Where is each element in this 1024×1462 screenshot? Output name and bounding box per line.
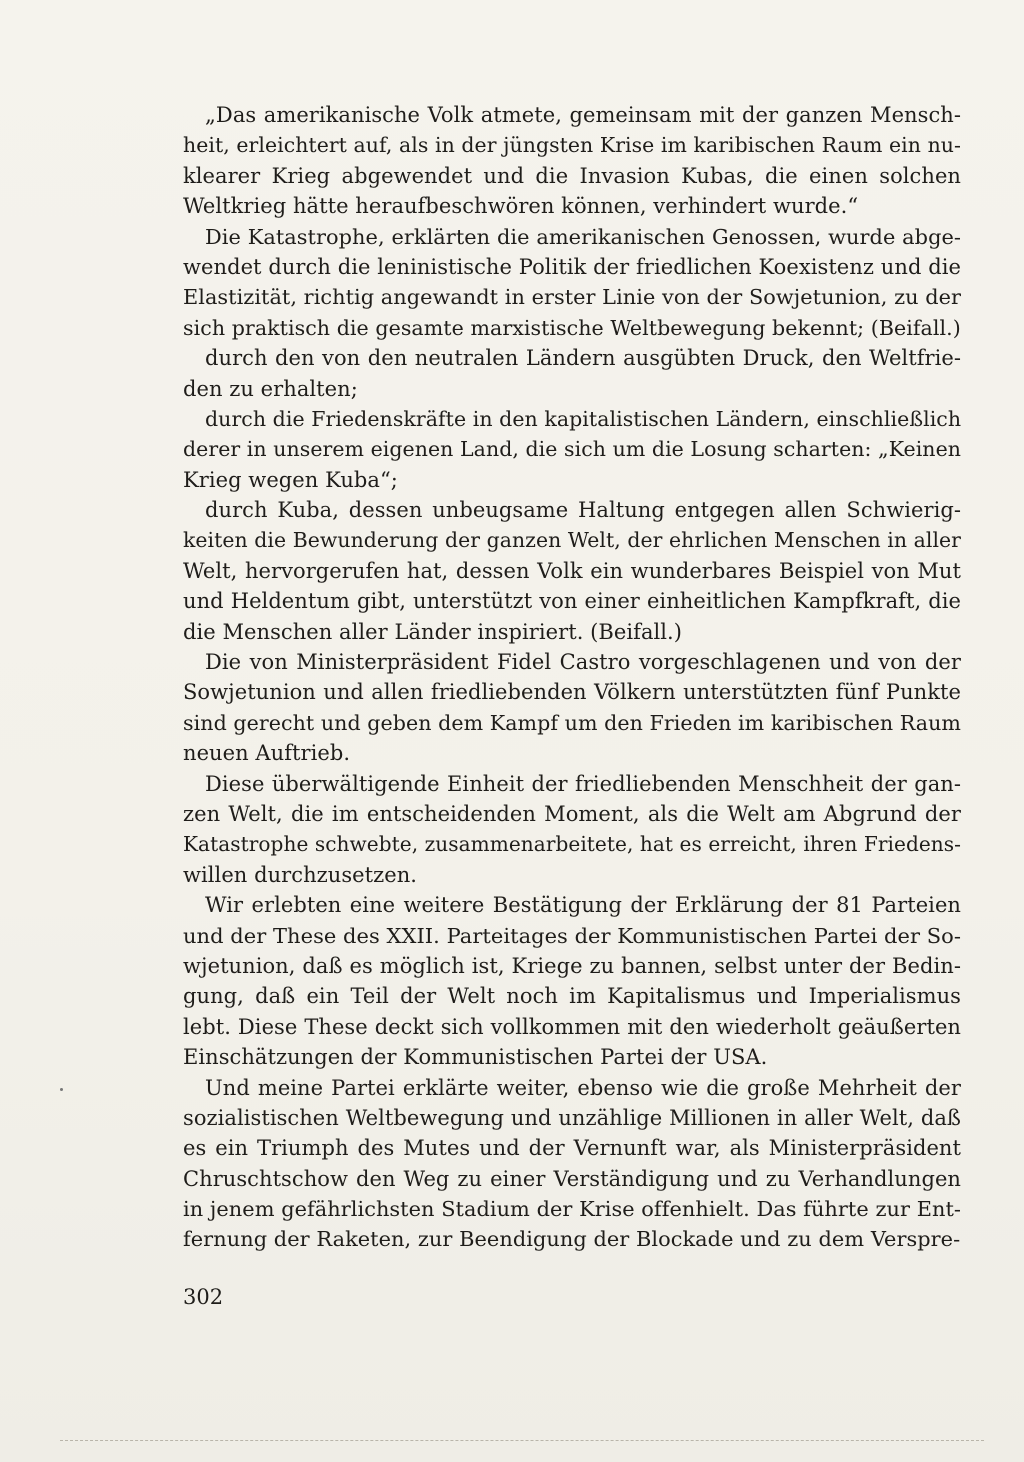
text-line: und Heldentum gibt, unterstützt von einer einheitlichen Kampfkraft, die [183,589,961,614]
text-line: Wir erlebten eine weitere Bestätigung der Erklärung der 81 Parteien [205,893,961,918]
text-line: gung, daß ein Teil der Welt noch im Kapitalismus und Imperialismus [183,984,961,1009]
body-text [183,100,961,1255]
text-line: den zu erhalten; [183,376,358,401]
text-line: durch den von den neutralen Ländern ausgübten Druck, den Weltfrie- [205,346,961,371]
text-line: Elastizität, richtig angewandt in erster Linie von der Sowjetunion, zu der [183,285,962,310]
text-line: Einschätzungen der Kommunistischen Partei der USA. [183,1045,768,1070]
text-line: Die Katastrophe, erklärten die amerikanischen Genossen, wurde abge- [205,224,961,249]
text-line: willen durchzusetzen. [183,862,418,887]
text-line: wendet durch die leninistische Politik der friedlichen Koexistenz und die [183,254,961,279]
paragraph [183,404,961,495]
text-line: wjetunion, daß es möglich ist, Kriege zu bannen, selbst unter der Bedin- [183,953,961,978]
text-line: und der These des XXII. Parteitages der Kommunistischen Partei der So- [183,923,961,948]
text-line: sich praktisch die gesamte marxistische Weltbewegung bekennt; (Beifall.) [183,315,961,340]
page-number: 302 [183,1285,224,1309]
text-line: Krieg wegen Kuba“; [183,467,398,492]
text-line: Die von Ministerpräsident Fidel Castro vorgeschlagenen und von der [205,650,961,675]
text-line: sozialistischen Weltbewegung und unzählige Millionen in aller Welt, daß [183,1105,961,1130]
text-line: es ein Triumph des Mutes und der Vernunft war, als Ministerpräsident [183,1136,961,1161]
paragraph [183,769,961,891]
text-line: derer in unserem eigenen Land, die sich um die Losung scharten: „Keinen [183,437,961,462]
text-line: zen Welt, die im entscheidenden Moment, als die Welt am Abgrund der [183,801,961,826]
paragraph [183,343,961,404]
scan-edge-line [60,1440,984,1442]
text-line: durch die Friedenskräfte in den kapitalistischen Ländern, einschließlich [205,406,962,431]
text-line: die Menschen aller Länder inspiriert. (Beifall.) [183,619,683,644]
paragraph [183,1073,961,1255]
text-line: in jenem gefährlichsten Stadium der Krise offenhielt. Das führte zur Ent- [183,1197,961,1222]
paragraph [183,890,961,1072]
text-line: Und meine Partei erklärte weiter, ebenso wie die große Mehrheit der [205,1075,961,1100]
text-line: sind gerecht und geben dem Kampf um den Frieden im karibischen Raum [183,710,961,735]
paragraph [183,222,961,344]
text-line: klearer Krieg abgewendet und die Invasion Kubas, die einen solchen [183,163,961,188]
text-line: heit, erleichtert auf, als in der jüngsten Krise im karibischen Raum ein nu- [183,133,961,158]
text-line: Sowjetunion und allen friedliebenden Völkern unterstützten fünf Punkte [183,680,961,705]
paragraph [183,495,961,647]
text-line: Chruschtschow den Weg zu einer Verständigung und zu Verhandlungen [183,1166,961,1191]
text-line: „Das amerikanische Volk atmete, gemeinsam mit der ganzen Mensch- [205,103,961,127]
text-line: Diese überwältigende Einheit der friedliebenden Menschheit der gan- [205,771,961,796]
paragraph [183,100,961,222]
text-line: lebt. Diese These deckt sich vollkommen mit den wiederholt geäußerten [183,1014,961,1039]
text-line: neuen Auftrieb. [183,741,351,766]
text-line: keiten die Bewunderung der ganzen Welt, der ehrlichen Menschen in aller [183,528,961,553]
paragraph [183,647,961,769]
text-line: Welt, hervorgerufen hat, dessen Volk ein wunderbares Beispiel von Mut [183,558,961,583]
text-line: fernung der Raketen, zur Beendigung der Blockade und zu dem Verspre- [183,1227,961,1252]
scan-speck [60,1088,63,1091]
text-line: Weltkrieg hätte heraufbeschwören können, verhindert wurde.“ [183,194,859,219]
text-line: durch Kuba, dessen unbeugsame Haltung entgegen allen Schwierig- [205,498,961,523]
text-line: Katastrophe schwebte, zusammenarbeitete, hat es erreicht, ihren Friedens- [183,832,961,857]
